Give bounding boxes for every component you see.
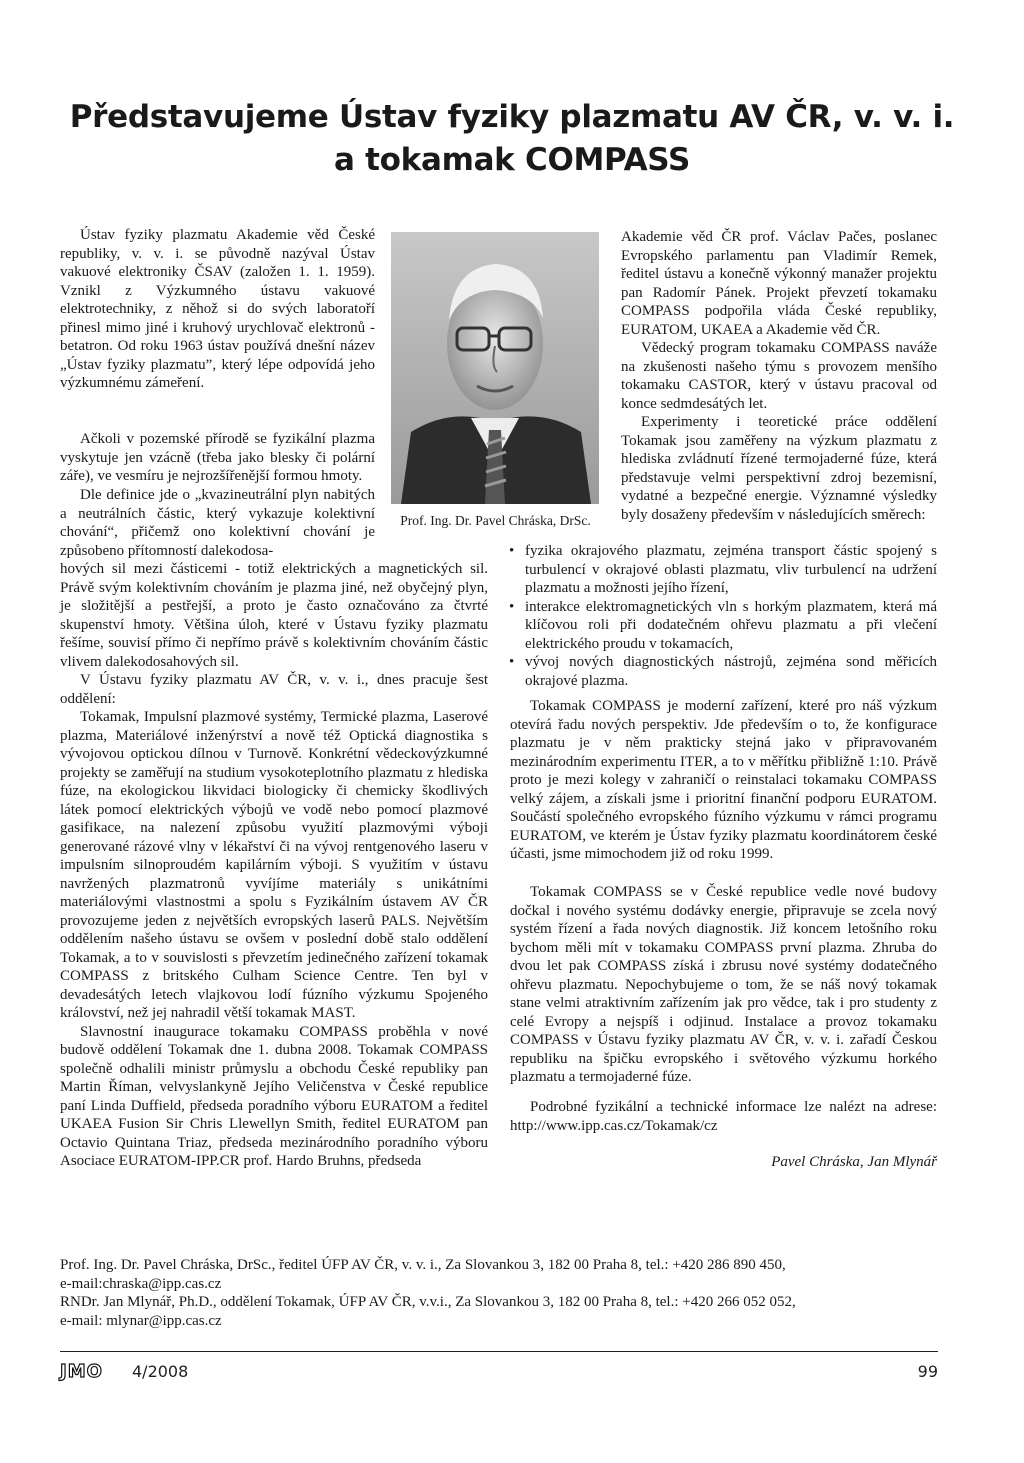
- page-number: 99: [917, 1362, 938, 1381]
- right-column-top: [621, 228, 937, 524]
- paragraph-plasma-nature: Ačkoli v pozemské přírodě se fyzikální plazma vyskytuje jen vzácně (třeba jako blesky či polární záře), ve vesmíru je nejrozšířenější formou hmoty.: [60, 431, 375, 484]
- paragraph-inauguration-cont: Akademie věd ČR prof. Václav Pačes, poslanec Evropského parlamentu pan Vladimír Remek, ředitel ústavu a konečně výkonný manažer projektu pan Radomír Pánek. Projekt převzetí tokamaku COMPASS podpořila vláda České republiky, EURATOM, UKAEA a Akademie věd ČR.: [621, 229, 937, 338]
- portrait-photo: [391, 232, 599, 504]
- compass-modern-paragraph: Tokamak COMPASS je moderní zařízení, které pro náš výzkum otevírá řadu nových perspektiv. Jde především o to, že konfigurace plazmatu je v něm prakticky stejná jako v připravovaném mezinárodním experimentu ITER, a to v měřítku přibližně 1:10. Právě proto je mezi kolegy v zahraničí o reinstalaci tokamaku COMPASS velký zájem, a získali jsme i prioritní finanční podporu EURATOM. Součástí společného evropského fúzního výzkumu v rámci programu EURATOM, ve kterém je Ústav fyziky plazmatu koordinátorem české účasti, jsme mimochodem již od roku 1999.: [510, 698, 937, 862]
- plasma-paragraph: [60, 430, 375, 486]
- journal-logo: JMO: [60, 1361, 103, 1382]
- left-main-text: [60, 560, 488, 1171]
- issue-number: 4/2008: [132, 1362, 189, 1381]
- contact-line: RNDr. Jan Mlynář, Ph.D., oddělení Tokamak, ÚFP AV ČR, v.v.i., Za Slovankou 3, 182 00 Praha 8, tel.: +420 266 052 052,: [60, 1294, 796, 1310]
- list-item: • vývoj nových diagnostických nástrojů, zejména sond měřicích okrajové plazma.: [509, 654, 937, 689]
- paragraph-science-program: Vědecký program tokamaku COMPASS naváže na zkušenosti našeho týmu s provozem menšího tokamaku CASTOR, který v ústavu pracoval od konce sedmdesátých let.: [621, 340, 937, 412]
- paragraph-history: Ústav fyziky plazmatu Akademie věd České republiky, v. v. i. se původně nazýval Ústav vakuové elektroniky ČSAV (založen 1. 1. 1959). Vznikl z Výzkumného ústavu vakuové elektrotechniky, z něhož si do svých laboratoří přinesl mimo jiné i kruhový urychlovač elektronů - betatron. Od roku 1963 ústav používá dnešní název „Ústav fyziky plazmatu”, který lépe odpovídá jeho výzkumnému zámeření.: [60, 227, 375, 391]
- paragraph-departments-intro: V Ústavu fyziky plazmatu AV ČR, v. v. i., dnes pracuje šest oddělení:: [60, 672, 488, 707]
- paragraph-definition-start: Dle definice jde o „kvazineutrální plyn nabitých a neutrálních částic, který vykazuje kolektivní chování“, přičemž ono kolektivní chování je způsobeno přítomností dalekodosa-: [60, 487, 375, 559]
- author-signature: Pavel Chráska, Jan Mlynář: [771, 1154, 937, 1170]
- paragraph-departments: Tokamak, Impulsní plazmové systémy, Termické plazma, Laserové plazma, Materiálové inženýrství a nově též Optická diagnostika s vývojovou optickou dílnou v Turnově. Konkrétní vědeckovýzkumné projekty se zaměřují na studium vysokoteplotního plazmatu z hlediska fúze, na ekologickou likvidaci biologicky či chemicky škodlivých látek pomocí elektrických výbojů ve vodě nebo pomocí plazmové gasifikace, na nalezení způsobu využití plazmovými výboji generované rázové vlny v lékařství či na vývoj rentgenového laseru v impulsním silnoproudém kapilárním výboji. S využitím v ústavu navržených plazmatronů vyvíjíme materiály s unikátními materiálovými vlastnostmi a spolu s Fyzikálním ústavem AV ČR provozujeme jeden z největších evropských laserů PALS. Největším oddělením našeho ústavu se ovšem v poslední době stalo oddělení Tokamak, a to v souvislosti s převzetím jedinečného zařízení tokamak COMPASS z britského Culham Science Centre. Ten byl v devadesátých letech vlajkovou lodí fúzního výzkumu Spojeného království, než jej nahradil větší tokamak MAST.: [60, 709, 488, 1021]
- article-title: [60, 96, 964, 182]
- portrait-image: [391, 232, 599, 504]
- list-item: • interakce elektromagnetických vln s horkým plazmatem, která má klíčovou roli při dodatečném ohřevu plazmatu a při vlečení elektrického proudu v tokamacích,: [509, 598, 937, 652]
- paragraph-inauguration: Slavnostní inaugurace tokamaku COMPASS proběhla v nové budově oddělení Tokamak dne 1. dubna 2008. Tokamak COMPASS společně odhalili ministr průmyslu a obchodu České republiky pan Martin Říman, velvyslankyně Jejího Veličenstva v České republice paní Linda Duffield, předseda poradního výboru EURATOM a ředitel UKAEA Fusion Sir Chris Llewellyn Smith, ředitel EURATOM pan Octavio Quintana Triaz, předseda mezinárodního poradního výboru Asociace EURATOM-IPP.CR prof. Hardo Bruhns, předseda: [60, 1023, 488, 1169]
- paragraph-definition-end: hových sil mezi částicemi - totiž elektrických a magnetických sil. Právě svým kolektivním chováním je plazma jiné, než obyčejný plyn, je složitější a pestřejší, a proto je často označováno za čtvrté skupenství hmoty. Většina úloh, které v Ústavu fyziky plazmatu řešíme, souvisí přímo či nepřímo právě s kolektivním chováním částic vlivem dalekodosahových sil.: [60, 561, 488, 670]
- author-contacts: [60, 1256, 940, 1330]
- photo-caption: Prof. Ing. Dr. Pavel Chráska, DrSc.: [400, 513, 591, 528]
- title-line-2: a tokamak COMPASS: [334, 142, 690, 178]
- intro-paragraph: [60, 226, 375, 393]
- research-directions-list: [505, 542, 937, 690]
- contact-line: Prof. Ing. Dr. Pavel Chráska, DrSc., ředitel ÚFP AV ČR, v. v. i., Za Slovankou 3, 182 00 Praha 8, tel.: +420 286 890 450,: [60, 1257, 786, 1273]
- title-line-1: Představujeme Ústav fyziky plazmatu AV ČR, v. v. i.: [69, 99, 955, 135]
- more-info-paragraph: Podrobné fyzikální a technické informace lze nalézt na adrese: http://www.ipp.cas.cz/Tokamak/cz: [510, 1099, 937, 1134]
- contact-email: e-mail:chraska@ipp.cas.cz: [60, 1275, 222, 1292]
- compass-future-paragraph: Tokamak COMPASS se v České republice vedle nové budovy dočkal i nového systému dodávky energie, připravuje se zcela nový systém řízení a řada nových diagnostik. Již koncem letošního roku bychom měli mít v tokamaku COMPASS první plazma. Zhruba do dvou let pak COMPASS získá i zbrusu nové systémy dodatečného ohřevu plazmatu. Nepochybujeme o tom, že se náš nový tokamak stane velmi atraktivním zařízením jak pro vědce, tak i pro studenty z celé Evropy a nejspíš i odjinud. Instalace a provoz tokamaku COMPASS v Ústavu fyziky plazmatu AV ČR, v. v. i. zařadí Českou republiku na špičku evropského i světového výzkumu horkého plazmatu a termojaderné fúze.: [510, 884, 937, 1085]
- footer-divider: [60, 1351, 938, 1352]
- paragraph-experiments: Experimenty i teoretické práce oddělení Tokamak jsou zaměřeny na výzkum plazmatu z hlediska zvládnutí řízené termojaderné fúze, která představuje velmi perspektivní zdroj bezemisní, vydatné a bezpečné energie. Významné výsledky byly dosaženy především v následujících směrech:: [621, 414, 937, 523]
- definition-paragraph: [60, 486, 375, 560]
- contact-email: e-mail: mlynar@ipp.cas.cz: [60, 1312, 222, 1329]
- list-item: • fyzika okrajového plazmatu, zejména transport částic spojený s turbulencí v okrajové oblasti plazmatu, vliv turbulencí na udržení plazmatu a možnosti jejího řízení,: [509, 543, 937, 596]
